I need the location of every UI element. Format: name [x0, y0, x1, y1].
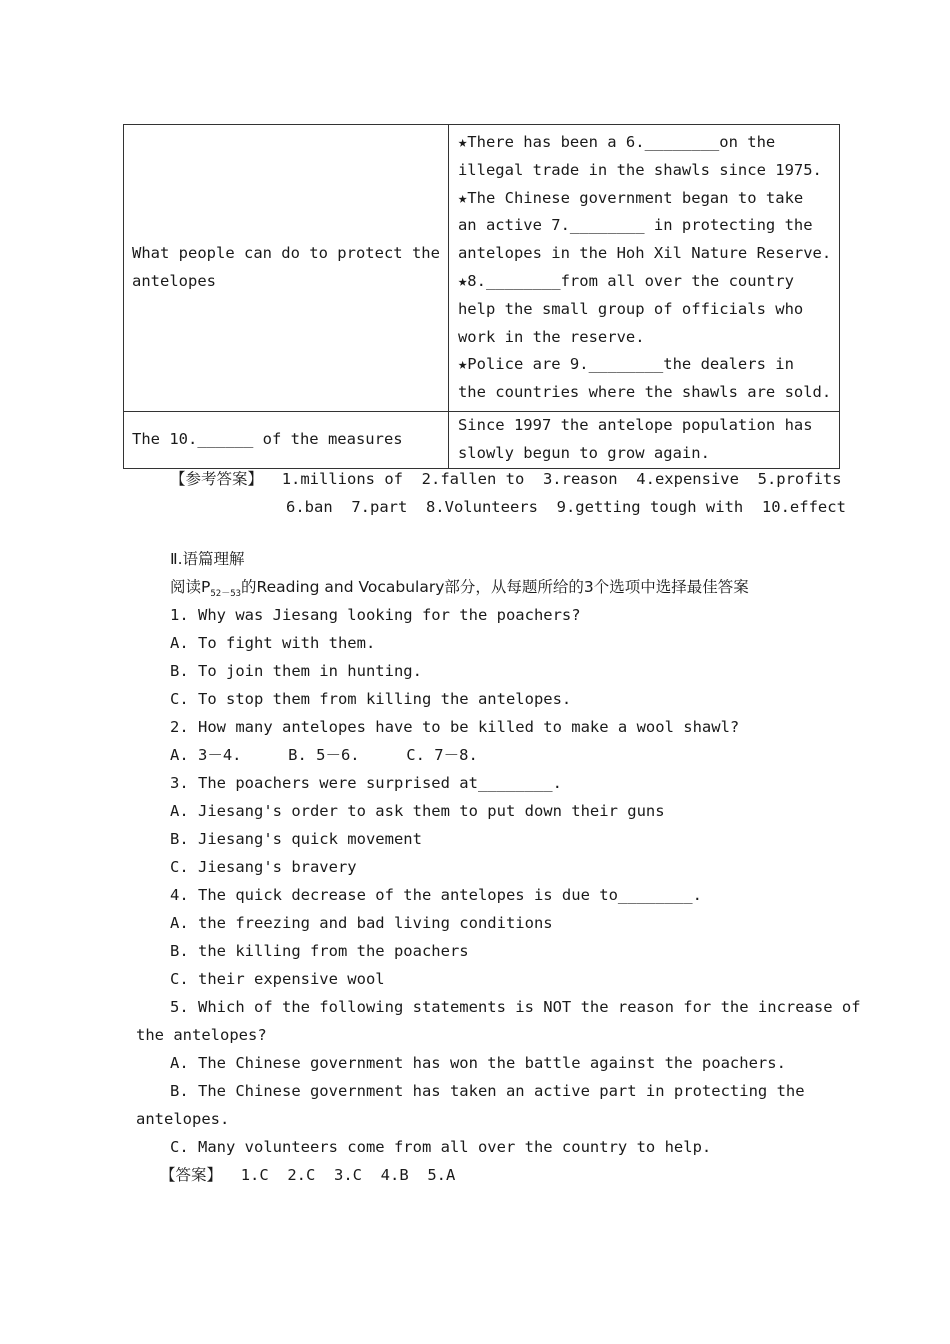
question-2-options: A. 3－4. B. 5－6. C. 7－8.: [170, 746, 478, 764]
answer-line: [160, 1162, 455, 1190]
question-3: 3. The poachers were surprised at________.: [170, 774, 562, 792]
section-instruction: 阅读$P_{52-53}$的Reading and Vocabulary部分，从每题所给的3个选项中选择最佳答案: [170, 578, 749, 600]
question-5-option-c: C. Many volunteers come from all over the country to help.: [170, 1138, 712, 1156]
question-5-option-b: B. The Chinese government has taken an active part in protecting the: [170, 1082, 805, 1100]
table-cell-details: [448, 412, 839, 469]
answer-text: 1.C 2.C 3.C 4.B 5.A: [240, 1166, 456, 1184]
cell-text: antelopes: [132, 272, 216, 290]
cell-text: the countries where the shawls are sold.: [457, 383, 832, 402]
reference-answer-text: 1.millions of 2.fallen to 3.reason 4.expensive 5.profits: [281, 470, 842, 488]
question-2: 2. How many antelopes have to be killed to make a wool shawl?: [170, 718, 740, 736]
cell-text: The 10.______ of the measures: [132, 430, 403, 449]
cell-text: work in the reserve.: [457, 327, 645, 346]
question-4: 4. The quick decrease of the antelopes is due to________.: [170, 886, 702, 904]
table-cell-topic: [124, 412, 449, 469]
reference-answer-line2: 6.ban 7.part 8.Volunteers 9.getting tough with 10.effect: [286, 498, 846, 516]
cell-text: ★There has been a 6.________on the: [457, 133, 776, 152]
cell-text: ★Police are 9.________the dealers in: [457, 355, 794, 374]
cell-text: ★8.________from all over the country: [457, 272, 794, 290]
question-4-option-c: C. their expensive wool: [170, 970, 385, 988]
cell-text: illegal trade in the shawls since 1975.: [457, 160, 822, 179]
cell-text: slowly begun to grow again.: [457, 444, 710, 462]
question-1-option-a: A. To fight with them.: [170, 634, 376, 652]
table-cell-details: [448, 125, 839, 412]
table-row: [124, 125, 840, 412]
cell-text: Since 1997 the antelope population has: [457, 416, 813, 435]
question-5-option-b-continued: antelopes.: [136, 1110, 230, 1128]
reference-answer-label: 【参考答案】: [170, 470, 264, 488]
cell-text: help the small group of officials who: [457, 299, 804, 318]
cell-text: ★The Chinese government began to take: [457, 188, 804, 207]
question-3-option-b: B. Jiesang's quick movement: [170, 830, 422, 848]
table-cell-topic: [124, 125, 449, 412]
question-1: 1. Why was Jiesang looking for the poachers?: [170, 606, 581, 624]
question-5: 5. Which of the following statements is NOT the reason for the increase of: [170, 998, 861, 1016]
question-5-option-a: A. The Chinese government has won the battle against the poachers.: [170, 1054, 786, 1072]
cell-text: What people can do to protect the: [132, 244, 440, 263]
table-row: [124, 412, 840, 469]
cell-text: antelopes in the Hoh Xil Nature Reserve.: [457, 244, 832, 263]
summary-table: [123, 124, 840, 469]
question-4-option-b: B. the killing from the poachers: [170, 942, 469, 960]
section-heading: Ⅱ.语篇理解: [170, 550, 245, 568]
cell-text: an active 7.________ in protecting the: [457, 216, 813, 235]
question-3-option-a: A. Jiesang's order to ask them to put down their guns: [170, 802, 665, 820]
question-4-option-a: A. the freezing and bad living conditions: [170, 914, 553, 932]
question-5-continued: the antelopes?: [136, 1026, 267, 1044]
question-1-option-b: B. To join them in hunting.: [170, 662, 422, 680]
answer-label: 【答案】: [160, 1166, 223, 1184]
reference-answer-line1: [170, 466, 842, 494]
question-1-option-c: C. To stop them from killing the antelopes.: [170, 690, 572, 708]
question-3-option-c: C. Jiesang's bravery: [170, 858, 357, 876]
